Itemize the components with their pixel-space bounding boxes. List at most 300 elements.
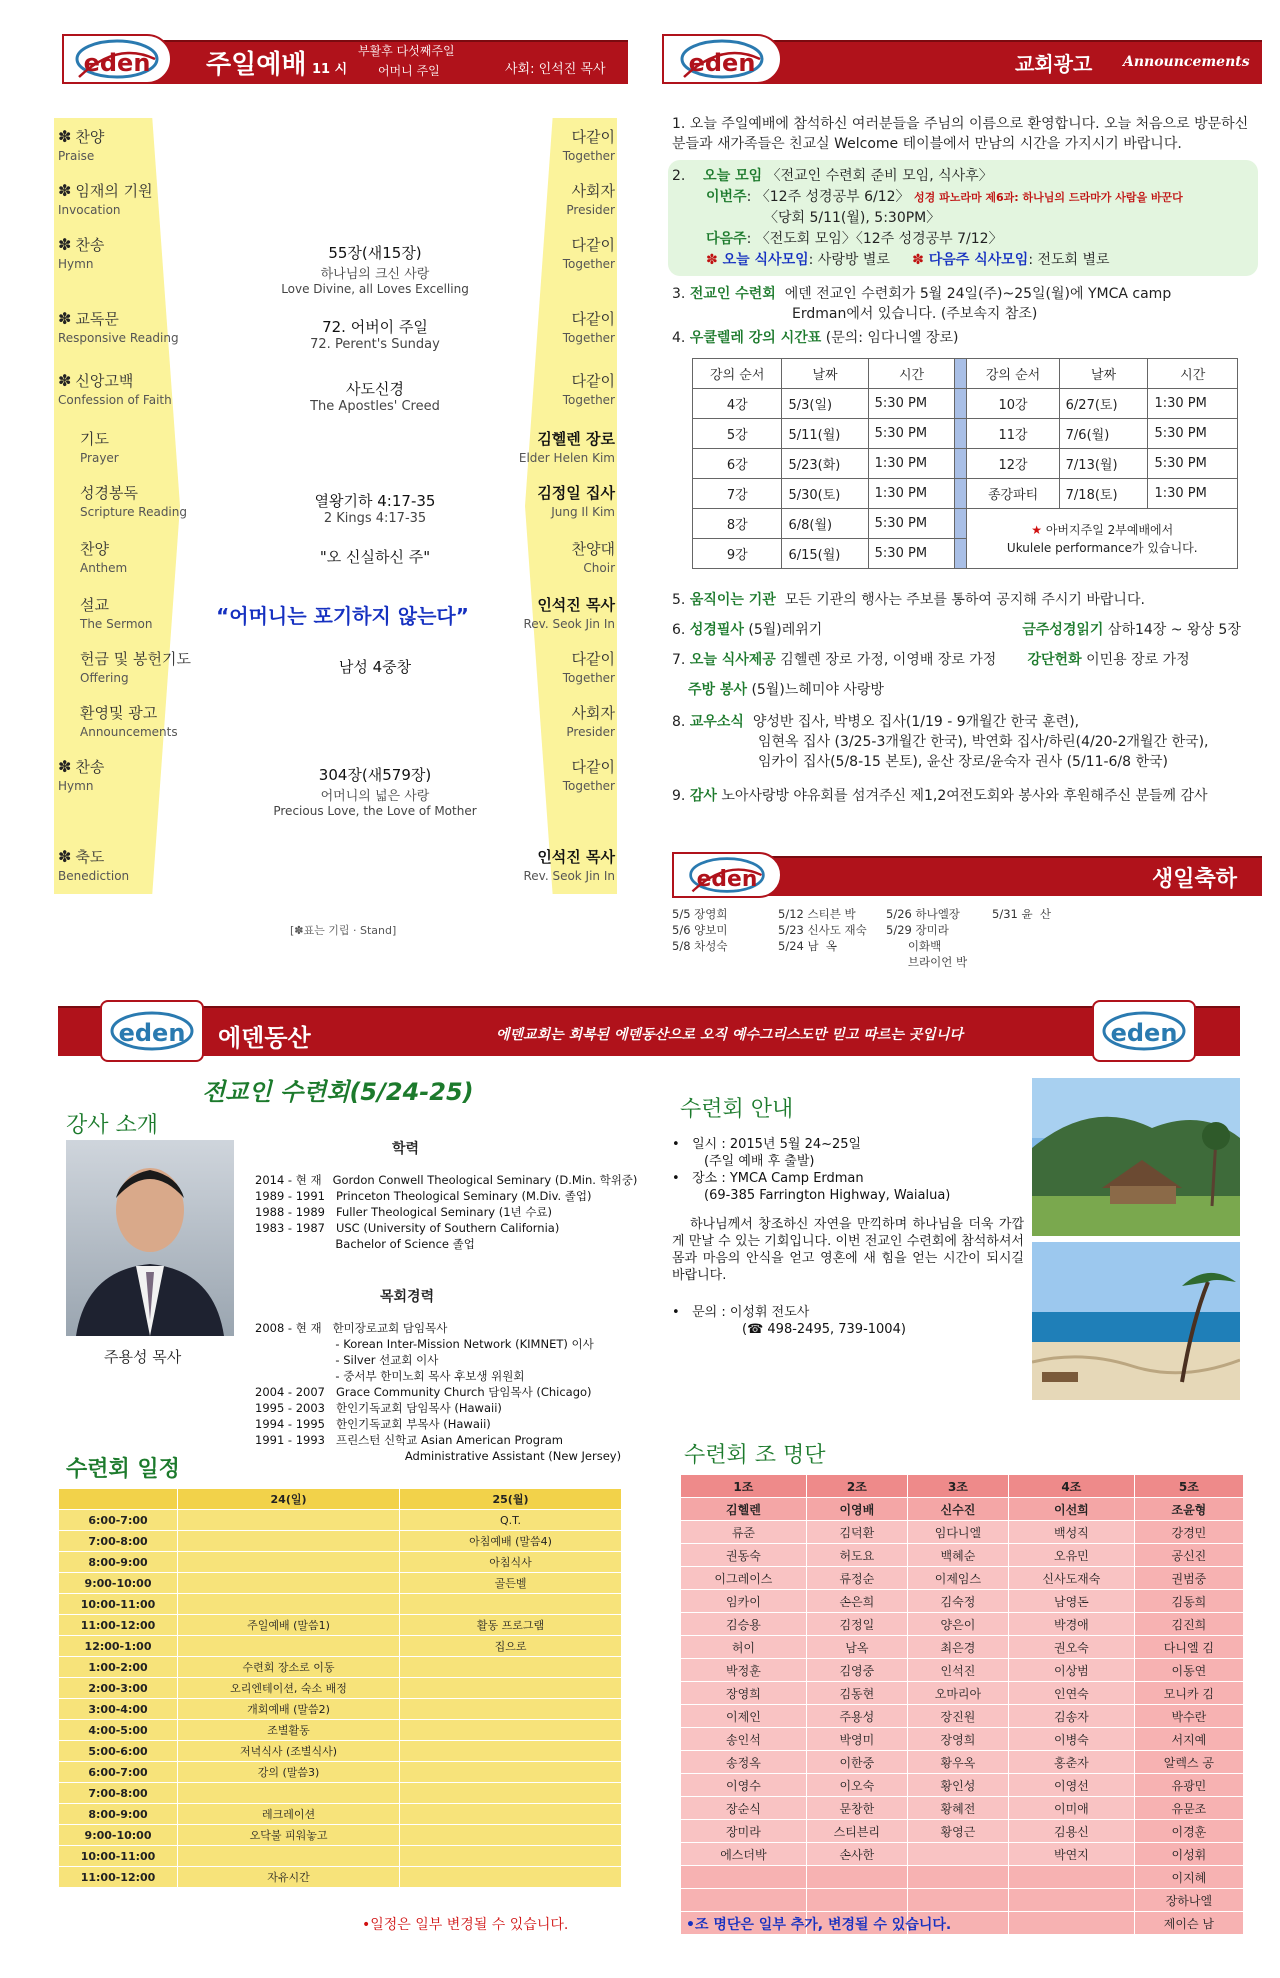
- groups-header: 3조: [907, 1475, 1008, 1498]
- birthday-col: [672, 906, 728, 954]
- groups-member: [1008, 1889, 1134, 1912]
- svg-text:eden: eden: [688, 49, 756, 77]
- order-item-ko: 헌금 및 봉헌기도: [80, 650, 191, 668]
- schedule-row: [59, 1846, 622, 1867]
- order-leader-en: Rev. Seok Jin In: [523, 869, 615, 883]
- order-leader-en: Presider: [566, 203, 615, 217]
- order-item: [58, 308, 208, 345]
- groups-member: 이그레이스: [681, 1567, 807, 1590]
- order-leader-ko: 다같이: [571, 650, 615, 668]
- groups-member: 백성직: [1008, 1521, 1134, 1544]
- ann-2-week2: 〈당회 5/11(월), 5:30PM〉: [764, 210, 941, 226]
- order-leader-ko: 사회자: [571, 182, 615, 200]
- ann-8: 8. 교우소식 양성반 집사, 박병오 집사(1/19 - 9개월간 한국 훈련), 임현옥 집사 (3/25-3개월간 한국), 박연화 집사/하린(4/20-2개월간 한국), 임카이 집사(5/8-15 본토), 윤산 장로/윤숙자 권사 (5/11-6/8 한국): [672, 712, 1262, 772]
- groups-row: [681, 1705, 1244, 1728]
- groups-member: 이경훈: [1134, 1820, 1243, 1843]
- groups-member: 류준: [681, 1521, 807, 1544]
- groups-member: 남옥: [806, 1636, 907, 1659]
- order-leader-ko: 찬양대: [571, 540, 615, 558]
- camp-photo-2: [1032, 1242, 1240, 1400]
- groups-member: 김영중: [806, 1659, 907, 1682]
- birthday-item: 이화백: [886, 939, 942, 953]
- lecture-divider: [955, 419, 967, 449]
- groups-member: 서지예: [1134, 1728, 1243, 1751]
- groups-member: 강경민: [1134, 1521, 1243, 1544]
- lecture-divider: [955, 389, 967, 419]
- edu-item: 2014 - 현 재 Gordon Conwell Theological Seminary (D.Min. 학위중): [255, 1173, 638, 1187]
- order-item: [58, 846, 208, 883]
- groups-member: 류정순: [806, 1567, 907, 1590]
- order-item-ko: 찬양: [75, 128, 105, 146]
- ann-4-label: 우쿨렐레 강의 시간표: [689, 330, 822, 346]
- schedule-heading: 수련회 일정: [66, 1457, 180, 1482]
- groups-member: 김동희: [1134, 1590, 1243, 1613]
- order-leader-en: Elder Helen Kim: [518, 451, 615, 465]
- guide-para: 하나님께서 창조하신 자연을 만끽하며 하나님을 더욱 가깝게 만날 수 있는 기회입니다. 이번 전교인 수련회에 참석하셔서 몸과 마음의 안식을 얻고 영혼에 새 힘을 얻는 시간이 되시길 바랍니다.: [672, 1217, 1024, 1283]
- announce-title-en: Announcements: [1123, 54, 1250, 70]
- schedule-time: 3:00-4:00: [59, 1699, 178, 1720]
- ann-7b-label: 주방 봉사: [688, 682, 747, 698]
- groups-member: 김진희: [1134, 1613, 1243, 1636]
- schedule-row: [59, 1657, 622, 1678]
- schedule-time: 4:00-5:00: [59, 1720, 178, 1741]
- order-leader-ko: 김헬렌 장로: [537, 430, 615, 448]
- schedule-time: 10:00-11:00: [59, 1594, 178, 1615]
- order-leader: [475, 234, 615, 271]
- groups-row: [681, 1590, 1244, 1613]
- groups-member: 이미애: [1008, 1797, 1134, 1820]
- order-leader: [475, 308, 615, 345]
- ann-3-text: 에덴 전교인 수련회가 5월 24일(주)~25일(월)에 YMCA camp: [784, 286, 1172, 302]
- ann-7-text2: 이민용 장로 가정: [1086, 652, 1190, 668]
- order-item: [58, 180, 208, 217]
- worship-title: 주일예배: [206, 50, 307, 80]
- groups-member: 신사도재숙: [1008, 1567, 1134, 1590]
- groups-member: 신수진: [907, 1498, 1008, 1521]
- order-item-en: Benediction: [58, 869, 130, 883]
- order-item-en: Responsive Reading: [58, 331, 179, 345]
- lecture-row: [693, 449, 1238, 479]
- order-leader: [475, 594, 615, 631]
- lecture-cell: 7강: [693, 479, 782, 509]
- groups-row: [681, 1866, 1244, 1889]
- lecture-header: 강의 순서: [967, 359, 1059, 389]
- order-item-ko: 찬송: [75, 236, 105, 254]
- order-leader: [475, 482, 615, 519]
- schedule-sun: [178, 1783, 400, 1804]
- birthday-item: 5/23 신사도 재숙: [778, 923, 867, 937]
- groups-member: 홍춘자: [1008, 1751, 1134, 1774]
- groups-member: 허이: [681, 1636, 807, 1659]
- lecture-cell: 6/15(월): [782, 539, 868, 569]
- schedule-mon: [400, 1825, 622, 1846]
- groups-member: 송인석: [681, 1728, 807, 1751]
- order-item-ko: 찬송: [75, 758, 105, 776]
- order-item: [80, 428, 230, 465]
- order-item: [80, 648, 230, 685]
- order-item: [80, 482, 230, 519]
- groups-member: 김숙정: [907, 1590, 1008, 1613]
- groups-member: 공신진: [1134, 1544, 1243, 1567]
- groups-member: 인석진: [907, 1659, 1008, 1682]
- groups-member: 최은경: [907, 1636, 1008, 1659]
- groups-header-row: [681, 1475, 1244, 1498]
- retreat-title: 전교인 수련회(5/24-25): [202, 1078, 474, 1106]
- groups-member: 유문조: [1134, 1797, 1243, 1820]
- ann-2-week-red: 성경 파노라마 제6과: 하나님의 드라마가 사람을 바꾼다: [913, 191, 1183, 204]
- order-item: [58, 370, 208, 407]
- lecture-row: [693, 509, 1238, 539]
- groups-member: [907, 1889, 1008, 1912]
- order-leader: [475, 756, 615, 793]
- order-item-en: Anthem: [80, 561, 128, 575]
- schedule-time: 9:00-10:00: [59, 1825, 178, 1846]
- ann-9-text: 노아사랑방 야유회를 섬겨주신 제1,2여전도회와 봉사와 후원해주신 분들께 감사: [721, 788, 1208, 804]
- announce-title: 교회광고: [1015, 52, 1093, 76]
- groups-member: [681, 1889, 807, 1912]
- groups-member: 권오숙: [1008, 1636, 1134, 1659]
- guide-3: 문의 : 이성휘 전도사: [692, 1305, 810, 1320]
- groups-member: 스티븐리: [806, 1820, 907, 1843]
- order-leader-ko: 사회자: [571, 704, 615, 722]
- worship-sub1: 부활후 다섯째주일: [358, 44, 455, 58]
- order-content-line: 72. 어버이 주일: [322, 318, 428, 336]
- groups-member: 이지혜: [1134, 1866, 1243, 1889]
- groups-member: 임다니엘: [907, 1521, 1008, 1544]
- guide-2b: (69-385 Farrington Highway, Waialua): [704, 1188, 951, 1203]
- guide-heading: 수련회 안내: [680, 1097, 794, 1122]
- groups-member: [1008, 1912, 1134, 1935]
- birthday-col: [992, 906, 1051, 922]
- ann-6-label: 성경필사: [689, 622, 744, 638]
- guide-3b: (☎ 498-2495, 739-1004): [742, 1322, 906, 1337]
- lecture-note: [967, 509, 1238, 569]
- ann-7-label: 오늘 식사제공: [689, 652, 776, 668]
- groups-member: 박영미: [806, 1728, 907, 1751]
- lecture-cell: 6강: [693, 449, 782, 479]
- order-content-line: 어머니의 넓은 사랑: [320, 789, 430, 804]
- groups-member: 이영선: [1008, 1774, 1134, 1797]
- order-leader-ko: 다같이: [571, 236, 615, 254]
- groups-row: [681, 1682, 1244, 1705]
- groups-member: 에스더박: [681, 1843, 807, 1866]
- order-leader: [475, 846, 615, 883]
- order-content-line: 열왕기하 4:17-35: [314, 492, 436, 510]
- groups-member: 이영배: [806, 1498, 907, 1521]
- ann-2-meal1: : 사랑방 별로: [808, 252, 890, 268]
- schedule-time: 6:00-7:00: [59, 1762, 178, 1783]
- order-leader-ko: 다같이: [571, 310, 615, 328]
- groups-row: [681, 1797, 1244, 1820]
- groups-member: 유광민: [1134, 1774, 1243, 1797]
- schedule-mon: [400, 1867, 622, 1888]
- schedule-mon: [400, 1594, 622, 1615]
- order-item-ko: 찬양: [80, 540, 109, 558]
- stand-star: ✽: [58, 235, 72, 254]
- stand-star: ✽: [58, 757, 72, 776]
- lecture-cell: 8강: [693, 509, 782, 539]
- order-item-ko: 축도: [75, 848, 105, 866]
- lecture-header: 시간: [868, 359, 955, 389]
- speaker-name: 주용성 목사: [104, 1348, 182, 1366]
- edu-item: Bachelor of Science 졸업: [255, 1237, 475, 1251]
- schedule-time: 7:00-8:00: [59, 1531, 178, 1552]
- stand-note: [✽표는 기립 · Stand]: [290, 924, 397, 937]
- order-leader: [475, 538, 615, 575]
- groups-member: 손은희: [806, 1590, 907, 1613]
- order-leader-en: Together: [562, 671, 615, 685]
- birthday-item: 브라이언 박: [886, 955, 968, 969]
- star-icon: ★: [1031, 522, 1046, 537]
- ann-3-text2: Erdman에서 있습니다. (주보속지 참조): [792, 306, 1038, 322]
- lecture-cell: 1:30 PM: [868, 449, 955, 479]
- groups-member: 제이슨 남: [1134, 1912, 1243, 1935]
- birthday-item: 5/31 윤 산: [992, 907, 1052, 921]
- schedule-row: [59, 1636, 622, 1657]
- schedule-row: [59, 1510, 622, 1531]
- ann-2-meal2: : 전도회 별로: [1028, 252, 1110, 268]
- lecture-cell: 5/23(화): [782, 449, 868, 479]
- groups-table: [680, 1474, 1244, 1935]
- order-item-ko: 환영및 광고: [80, 704, 158, 722]
- ann-9-label: 감사: [689, 788, 717, 804]
- schedule-sun: 조별활동: [178, 1720, 400, 1741]
- groups-member: 이제임스: [907, 1567, 1008, 1590]
- order-leader-ko: 김정일 집사: [537, 484, 615, 502]
- groups-member: 오유민: [1008, 1544, 1134, 1567]
- ann-6-text2: 삼하14장 ~ 왕상 5장: [1107, 622, 1241, 638]
- groups-member: 권동숙: [681, 1544, 807, 1567]
- groups-member: 알렉스 공: [1134, 1751, 1243, 1774]
- lecture-header: 시간: [1148, 359, 1238, 389]
- ann-2-meal2-label: 다음주 식사모임: [928, 252, 1029, 268]
- schedule-sun: [178, 1573, 400, 1594]
- order-content-line: "오 신실하신 주": [319, 548, 431, 566]
- schedule-sun: [178, 1594, 400, 1615]
- order-item-en: Offering: [80, 671, 129, 685]
- lecture-divider: [955, 509, 967, 539]
- schedule-mon: 아침예배 (말씀4): [400, 1531, 622, 1552]
- eden-logo: [62, 34, 172, 84]
- groups-member: 김송자: [1008, 1705, 1134, 1728]
- ann-7: 7. 오늘 식사제공 김헬렌 장로 가정, 이영배 장로 가정 강단헌화 이민용 장로 가정: [672, 652, 1190, 668]
- camp-photo-1: [1032, 1078, 1240, 1236]
- stand-star: ✽: [58, 309, 72, 328]
- eden-slogan: 에덴교회는 회복된 에덴동산으로 오직 예수그리스도만 믿고 따르는 곳입니다: [496, 1027, 963, 1043]
- schedule-time: 9:00-10:00: [59, 1573, 178, 1594]
- order-item: [58, 126, 208, 163]
- birthday-item: 5/29 장미라: [886, 923, 949, 937]
- groups-header: 5조: [1134, 1475, 1243, 1498]
- ann-6: 6. 성경필사 (5월)레위기 금주성경읽기 삼하14장 ~ 왕상 5장: [672, 622, 1241, 638]
- schedule-time: 2:00-3:00: [59, 1678, 178, 1699]
- guide-1b: (주일 예배 후 출발): [704, 1154, 815, 1169]
- order-leader: [475, 702, 615, 739]
- lecture-divider: [955, 479, 967, 509]
- groups-member: 조윤형: [1134, 1498, 1243, 1521]
- schedule-time: 12:00-1:00: [59, 1636, 178, 1657]
- ann-8-l3: 임카이 집사(5/8-15 본토), 윤산 장로/윤숙자 권사 (5/11-6/8 한국): [758, 754, 1169, 770]
- order-content-line: 2 Kings 4:17-35: [323, 511, 427, 526]
- lecture-table: [692, 358, 1238, 569]
- ann-4: 4. 우쿨렐레 강의 시간표 (문의: 임다니엘 장로): [672, 330, 959, 346]
- lecture-cell: 5강: [693, 419, 782, 449]
- lecture-cell: 10강: [967, 389, 1059, 419]
- groups-member: 양은이: [907, 1613, 1008, 1636]
- stand-star: ✽: [58, 127, 72, 146]
- groups-row: [681, 1659, 1244, 1682]
- birthday-item: 5/6 양보미: [672, 923, 728, 937]
- schedule-sun: 강의 (말씀3): [178, 1762, 400, 1783]
- schedule-row: [59, 1573, 622, 1594]
- ann-2: 2. 오늘 모임 〈전교인 수련회 준비 모임, 식사후〉 이번주: 〈12주 성경공부 6/12〉 성경 파노라마 제6과: 하나님의 드라마가 사람을 바꾼다 〈당회 5/11(월), 5:30PM〉 다음주: 〈전도회 모임〉〈12주 성경공부 7/12〉 ✽ 오늘 식사모임: 사랑방 별로 ✽ 다음주 식사모임: 전도회 별로: [672, 166, 1262, 271]
- career-item: - Korean Inter-Mission Network (KIMNET) 이사: [255, 1337, 594, 1351]
- schedule-mon: 아침식사: [400, 1552, 622, 1573]
- groups-member: [806, 1866, 907, 1889]
- eden-logo-ann: [662, 34, 782, 84]
- groups-row: [681, 1728, 1244, 1751]
- lecture-divider: [955, 359, 967, 389]
- retreat-guide: • 일시 : 2015년 5월 24~25일 (주일 예배 후 출발) • 장소 : YMCA Camp Erdman (69-385 Farrington Highway, Waialua) 하나님께서 창조하신 자연을 만끽하며 하나님을 더욱 가깝게 만날 수 있는 기회입니다. 이번 전교인 수련회에 참석하셔서 몸과 마음의 안식을 얻고 영혼에 새 힘을 얻는 시간이 되시길 바랍니다. • 문의 : 이성휘 전도사 (☎ 498-2495, 739-1004): [672, 1137, 1024, 1337]
- order-item-ko: 임재의 기원: [75, 182, 153, 200]
- ann-6-label2: 금주성경읽기: [1022, 622, 1104, 638]
- ann-2-label: 오늘 모임: [703, 168, 763, 184]
- schedule-sun: [178, 1552, 400, 1573]
- svg-text:eden: eden: [118, 1019, 186, 1047]
- groups-row: [681, 1751, 1244, 1774]
- lecture-cell: 5/3(일): [782, 389, 868, 419]
- lecture-note-1-text: 아버지주일 2부예배에서: [1045, 522, 1174, 537]
- guide-2: 장소 : YMCA Camp Erdman: [692, 1171, 864, 1186]
- groups-row: [681, 1567, 1244, 1590]
- order-leader-ko: 다같이: [571, 758, 615, 776]
- groups-member: 박정훈: [681, 1659, 807, 1682]
- lecture-note-1: [973, 521, 1231, 539]
- schedule-sun: 레크레이션: [178, 1804, 400, 1825]
- schedule-time: 6:00-7:00: [59, 1510, 178, 1531]
- schedule-row: [59, 1531, 622, 1552]
- order-item-en: Hymn: [58, 779, 94, 793]
- order-item-ko: 신앙고백: [75, 372, 134, 390]
- schedule-mon: Q.T.: [400, 1510, 622, 1531]
- groups-member: 장영희: [907, 1728, 1008, 1751]
- groups-member: 이오숙: [806, 1774, 907, 1797]
- order-content-line: Love Divine, all Loves Excelling: [281, 282, 469, 296]
- schedule-mon: [400, 1741, 622, 1762]
- ann-5-label: 움직이는 기관: [689, 592, 776, 608]
- groups-member: 장영희: [681, 1682, 807, 1705]
- career-item: 1994 - 1995 한인기독교회 부목사 (Hawaii): [255, 1417, 491, 1431]
- groups-member: 김승용: [681, 1613, 807, 1636]
- order-item-en: Hymn: [58, 257, 94, 271]
- order-item: [80, 538, 230, 575]
- groups-member: 장미라: [681, 1820, 807, 1843]
- schedule-time: 7:00-8:00: [59, 1783, 178, 1804]
- order-leader-en: Together: [562, 257, 615, 271]
- groups-member: 김동현: [806, 1682, 907, 1705]
- schedule-mon: [400, 1720, 622, 1741]
- eden-title: 에덴동산: [218, 1024, 311, 1052]
- lecture-divider: [955, 449, 967, 479]
- lecture-cell: 7/6(월): [1059, 419, 1148, 449]
- order-content-line: 사도신경: [346, 380, 404, 398]
- groups-member: [1008, 1866, 1134, 1889]
- groups-header: 1조: [681, 1475, 807, 1498]
- order-content-line: The Apostles' Creed: [310, 399, 440, 414]
- sermon-title: “어머니는 포기하지 않는다”: [216, 604, 469, 628]
- career-item: 2004 - 2007 Grace Community Church 담임목사 (Chicago): [255, 1385, 592, 1399]
- order-leader: [475, 370, 615, 407]
- groups-member: 문창한: [806, 1797, 907, 1820]
- schedule-mon: [400, 1762, 622, 1783]
- career-heading: 목회경력: [380, 1289, 435, 1305]
- worship-host: 사회: 인석진 목사: [505, 62, 606, 77]
- lecture-cell: 7/18(토): [1059, 479, 1148, 509]
- schedule-row: [59, 1783, 622, 1804]
- groups-row: [681, 1613, 1244, 1636]
- order-item-en: Scripture Reading: [80, 505, 187, 519]
- groups-member: 황영근: [907, 1820, 1008, 1843]
- groups-member: 김정일: [806, 1613, 907, 1636]
- groups-member: [681, 1866, 807, 1889]
- order-item: [58, 756, 208, 793]
- career-item: 1995 - 2003 한인기독교회 담임목사 (Hawaii): [255, 1401, 502, 1415]
- order-leader: [475, 126, 615, 163]
- lecture-cell: 1:30 PM: [868, 479, 955, 509]
- schedule-header: 24(일): [178, 1489, 400, 1510]
- groups-member: 김덕환: [806, 1521, 907, 1544]
- birthday-item: 5/12 스티븐 박: [778, 907, 856, 921]
- order-leader-ko: 다같이: [571, 372, 615, 390]
- career-item: Administrative Assistant (New Jersey): [255, 1449, 622, 1463]
- schedule-row: [59, 1825, 622, 1846]
- stand-star: ✽: [58, 371, 72, 390]
- ann-7b-text: (5월)느헤미야 사랑방: [751, 682, 884, 698]
- lecture-row: [693, 389, 1238, 419]
- order-content-line: Precious Love, the Love of Mother: [273, 804, 477, 818]
- lecture-cell: 1:30 PM: [1148, 389, 1238, 419]
- groups-member: 인연숙: [1008, 1682, 1134, 1705]
- schedule-row: [59, 1678, 622, 1699]
- order-leader-ko: 인석진 목사: [537, 848, 615, 866]
- schedule-time: 8:00-9:00: [59, 1804, 178, 1825]
- groups-member: [806, 1889, 907, 1912]
- lecture-header-row: [693, 359, 1238, 389]
- lecture-cell: 5/30(토): [782, 479, 868, 509]
- groups-member: 허도요: [806, 1544, 907, 1567]
- order-leader-en: Together: [562, 393, 615, 407]
- schedule-mon: 집으로: [400, 1636, 622, 1657]
- groups-row: [681, 1498, 1244, 1521]
- lecture-cell: 9강: [693, 539, 782, 569]
- groups-member: 김용신: [1008, 1820, 1134, 1843]
- order-item-en: Prayer: [80, 451, 119, 465]
- schedule-sun: [178, 1531, 400, 1552]
- schedule-mon: [400, 1783, 622, 1804]
- stand-star: ✽: [58, 847, 72, 866]
- guide-1: 일시 : 2015년 5월 24~25일: [692, 1137, 862, 1152]
- order-leader: [475, 180, 615, 217]
- groups-row: [681, 1636, 1244, 1659]
- schedule-sun: 자유시간: [178, 1867, 400, 1888]
- lecture-cell: 5:30 PM: [1148, 419, 1238, 449]
- lecture-header: 날짜: [782, 359, 868, 389]
- groups-member: 김헬렌: [681, 1498, 807, 1521]
- schedule-sun: 저녁식사 (조별식사): [178, 1741, 400, 1762]
- ann-2-next-label: 다음주: [706, 231, 747, 247]
- schedule-row: [59, 1741, 622, 1762]
- ann-2-meal1-label: 오늘 식사모임: [722, 252, 809, 268]
